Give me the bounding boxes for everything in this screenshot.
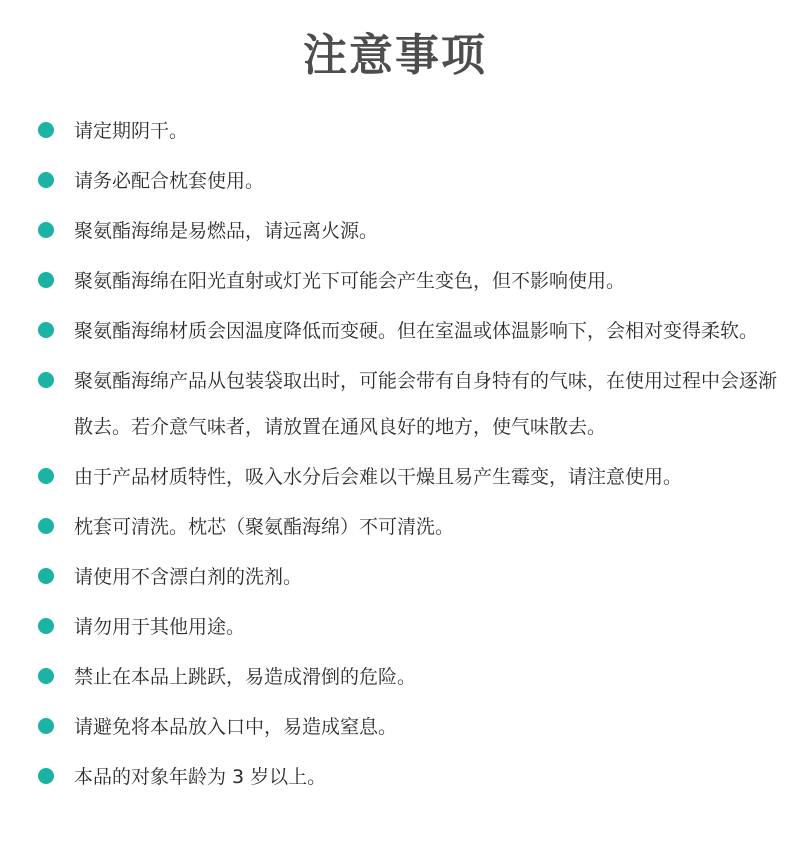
bullet-dot-icon <box>38 372 54 388</box>
note-text: 本品的对象年龄为 3 岁以上。 <box>74 766 327 788</box>
bullet-dot-icon <box>38 272 54 288</box>
note-text: 请务必配合枕套使用。 <box>74 170 265 192</box>
list-item <box>38 454 778 500</box>
list-item <box>38 504 778 550</box>
note-text: 请定期阴干。 <box>74 120 189 142</box>
list-item <box>38 308 778 354</box>
bullet-dot-icon <box>38 222 54 238</box>
note-text: 聚氨酯海绵是易燃品，请远离火源。 <box>74 220 379 242</box>
bullet-dot-icon <box>38 568 54 584</box>
list-item <box>38 704 778 750</box>
bullet-dot-icon <box>38 468 54 484</box>
list-item <box>38 158 778 204</box>
page-title: 注意事项 <box>303 30 487 81</box>
bullet-dot-icon <box>38 668 54 684</box>
list-item <box>38 358 778 450</box>
note-text: 请勿用于其他用途。 <box>74 616 246 638</box>
list-item <box>38 604 778 650</box>
note-text: 聚氨酯海绵在阳光直射或灯光下可能会产生变色，但不影响使用。 <box>74 270 626 292</box>
bullet-dot-icon <box>38 172 54 188</box>
note-text: 请避免将本品放入口中，易造成窒息。 <box>74 716 398 738</box>
bullet-dot-icon <box>38 122 54 138</box>
list-item <box>38 108 778 154</box>
bullet-dot-icon <box>38 322 54 338</box>
list-item <box>38 554 778 600</box>
bullet-dot-icon <box>38 618 54 634</box>
notes-list <box>38 108 778 804</box>
list-item <box>38 654 778 700</box>
note-text: 由于产品材质特性，吸入水分后会难以干燥且易产生霉变，请注意使用。 <box>74 466 683 488</box>
list-item <box>38 754 778 800</box>
note-text: 聚氨酯海绵产品从包装袋取出时，可能会带有自身特有的气味，在使用过程中会逐渐散去。若介意气味者，请放置在通风良好的地方，使气味散去。 <box>74 370 778 438</box>
note-text: 枕套可清洗。枕芯（聚氨酯海绵）不可清洗。 <box>74 516 455 538</box>
note-text: 聚氨酯海绵材质会因温度降低而变硬。但在室温或体温影响下，会相对变得柔软。 <box>74 320 759 342</box>
bullet-dot-icon <box>38 768 54 784</box>
bullet-dot-icon <box>38 518 54 534</box>
bullet-dot-icon <box>38 718 54 734</box>
list-item <box>38 208 778 254</box>
note-text: 请使用不含漂白剂的洗剂。 <box>74 566 303 588</box>
note-text: 禁止在本品上跳跃，易造成滑倒的危险。 <box>74 666 417 688</box>
list-item <box>38 258 778 304</box>
